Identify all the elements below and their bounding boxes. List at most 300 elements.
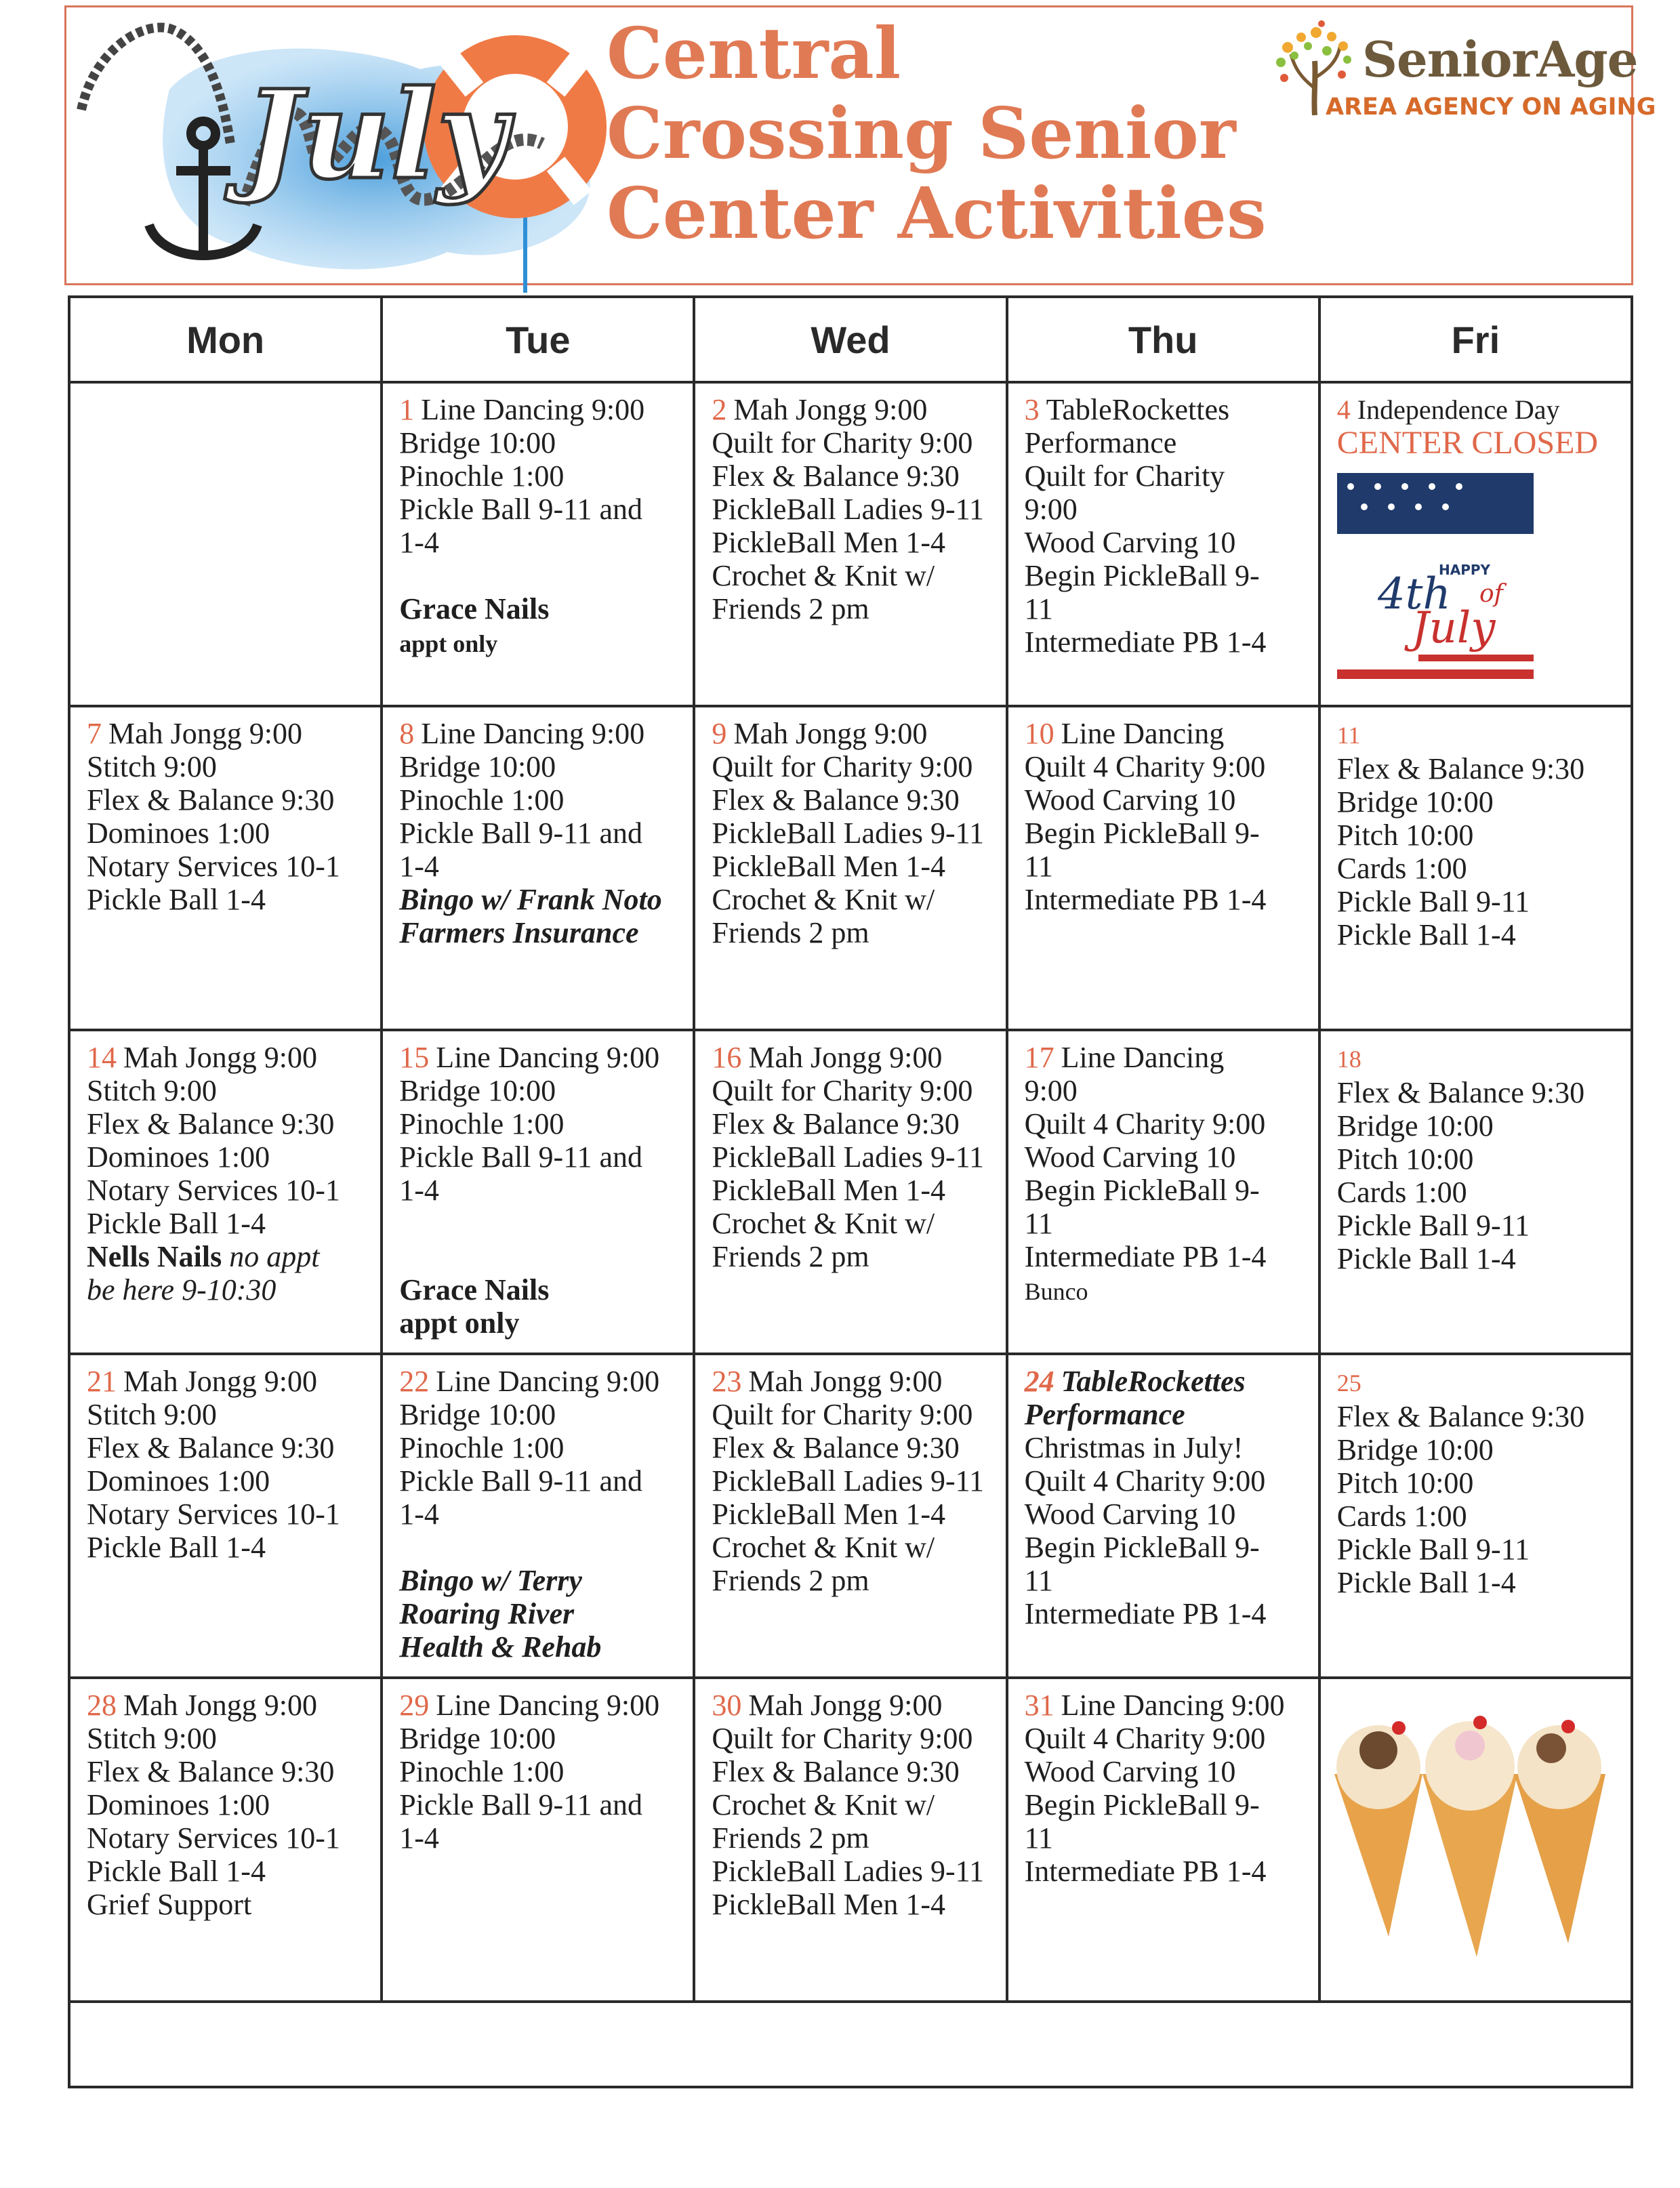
activity-text: Pickle Ball 1-4 (87, 1207, 266, 1240)
day-cell-content (695, 1679, 1005, 2000)
weekday-header: Tue (382, 297, 694, 382)
activity-text: Mah Jongg 9:00 (748, 1365, 943, 1398)
day-cell (382, 1354, 694, 1678)
activity-line (87, 1140, 368, 1174)
activity-line (712, 1755, 993, 1788)
activity-line (399, 526, 680, 559)
activity-text: Mah Jongg 9:00 (748, 1689, 943, 1722)
activity-line (399, 1630, 680, 1664)
activity-line (399, 1365, 680, 1398)
activity-line (87, 717, 368, 750)
activity-line (712, 1365, 993, 1398)
activity-line (712, 1074, 993, 1107)
activity-text: Pinochle 1:00 (399, 783, 565, 817)
activity-text: appt only (399, 1306, 520, 1340)
activity-line (1025, 1140, 1306, 1174)
activity-text: Pitch 10:00 (1336, 1142, 1474, 1176)
activity-line (1337, 1400, 1618, 1433)
day-cell-content (70, 1355, 380, 1676)
activity-text: Quilt 4 Charity 9:00 (1024, 1107, 1266, 1140)
activity-line (399, 883, 680, 916)
day-cell (382, 706, 694, 1030)
activity-text: Bridge 10:00 (399, 750, 556, 783)
activity-line (712, 559, 993, 592)
activity-text: Friends 2 pm (712, 1564, 869, 1597)
activity-line (712, 883, 993, 916)
day-cell (1319, 1678, 1632, 2002)
day-cell (382, 382, 694, 706)
activity-text: Line Dancing 9:00 (436, 1041, 660, 1074)
activity-text: Pinochle 1:00 (399, 459, 565, 493)
activity-text: Dominoes 1:00 (87, 1464, 270, 1498)
activity-text: PickleBall Men 1-4 (712, 1498, 945, 1531)
day-number: 24 (1024, 1365, 1054, 1398)
activity-text: Farmers Insurance (399, 916, 639, 949)
day-cell-content (695, 384, 1005, 705)
activity-line (399, 1722, 680, 1755)
activity-text: PickleBall Ladies 9-11 (712, 817, 984, 850)
activity-line (712, 1855, 993, 1888)
activity-text: Wood Carving 10 (1024, 526, 1236, 559)
activity-text: Pickle Ball 9-11 (1336, 885, 1530, 918)
blank-line (399, 559, 680, 592)
activity-note: no appt (222, 1240, 320, 1273)
activity-line (1025, 1821, 1306, 1855)
weekday-header: Thu (1007, 297, 1319, 382)
activity-line (1337, 785, 1618, 819)
day-cell (382, 1678, 694, 2002)
activity-text: Bridge 10:00 (1336, 785, 1494, 819)
blank-line (399, 1531, 680, 1564)
activity-text: Intermediate PB 1-4 (1024, 1855, 1267, 1888)
activity-line (1025, 717, 1306, 750)
activity-text: Pinochle 1:00 (399, 1755, 565, 1788)
activity-text: Pickle Ball 9-11 and (399, 1464, 643, 1498)
activity-text: 1-4 (399, 1174, 439, 1207)
day-cell-content (1321, 1031, 1631, 1353)
activity-line (1337, 1433, 1618, 1466)
activity-text: Quilt for Charity 9:00 (712, 1398, 973, 1431)
title-line-3: Center Activities (607, 171, 1267, 255)
activity-text: Bingo w/ Frank Noto (399, 883, 662, 916)
activity-text: 1-4 (399, 1821, 439, 1855)
waffle-cone-icon (1514, 1720, 1605, 1943)
activity-text: Quilt for Charity (1024, 459, 1225, 493)
activity-text: Cards 1:00 (1336, 1176, 1467, 1209)
activity-text: Bridge 10:00 (1336, 1109, 1494, 1142)
activity-line (399, 1174, 680, 1207)
activity-text: Intermediate PB 1-4 (1024, 1240, 1267, 1273)
activity-line (712, 1888, 993, 1921)
waffle-cone-icon (1422, 1716, 1517, 1957)
activity-line (399, 1041, 680, 1074)
activity-line (712, 1174, 993, 1207)
activity-line (1025, 493, 1306, 526)
activity-text: Line Dancing 9:00 (436, 1689, 660, 1722)
activity-line (87, 1531, 368, 1564)
activity-line (87, 1240, 368, 1273)
activity-line (87, 1855, 368, 1888)
activity-text: Bridge 10:00 (399, 1074, 556, 1107)
activity-text: Pickle Ball 1-4 (1336, 918, 1516, 951)
activity-line (399, 1788, 680, 1821)
activity-text: 9:00 (1024, 493, 1078, 526)
day-cell (1007, 706, 1319, 1030)
activity-line (1337, 852, 1618, 885)
activity-line (399, 592, 680, 625)
activity-text: Christmas in July! (1024, 1431, 1244, 1464)
activity-text: Pinochle 1:00 (399, 1107, 565, 1140)
activity-text: Roaring River (399, 1597, 575, 1630)
activity-text: Mah Jongg 9:00 (108, 717, 302, 750)
day-cell-content (383, 1355, 693, 1676)
activity-line (1337, 819, 1618, 852)
day-cell-content (383, 707, 693, 1029)
activity-line (1025, 1755, 1306, 1788)
activity-text: Stitch 9:00 (87, 1398, 217, 1431)
activity-text: Flex & Balance 9:30 (712, 783, 960, 817)
activity-text: Bridge 10:00 (399, 426, 556, 459)
activity-text: Pickle Ball 9-11 and (399, 1788, 643, 1821)
day-cell (1007, 1030, 1319, 1354)
activity-text: Flex & Balance 9:30 (712, 1755, 960, 1788)
day-number: 10 (1024, 717, 1054, 750)
flag-happy-text: HAPPY (1438, 562, 1490, 578)
activity-text: Line Dancing 9:00 (421, 717, 645, 750)
activity-line (712, 1821, 993, 1855)
activity-text: Pickle Ball 9-11 (1336, 1209, 1530, 1242)
activity-text: Pickle Ball 1-4 (87, 883, 266, 916)
activity-text: 11 (1024, 592, 1053, 625)
day-cell-content (695, 707, 1005, 1029)
blank-line (399, 1207, 680, 1240)
activity-text: Pickle Ball 9-11 and (399, 493, 643, 526)
activity-line (1337, 1242, 1618, 1275)
activity-text: PickleBall Ladies 9-11 (712, 493, 984, 526)
activity-text: Quilt for Charity 9:00 (712, 426, 973, 459)
ice-cream-cones-image (1328, 1713, 1612, 1970)
activity-line (1025, 1365, 1306, 1398)
activity-line (87, 1722, 368, 1755)
activity-text: PickleBall Men 1-4 (712, 850, 945, 883)
activity-line (712, 850, 993, 883)
activity-text: Begin PickleBall 9- (1024, 1788, 1260, 1821)
activity-line (87, 1498, 368, 1531)
day-cell-content (1008, 1355, 1318, 1676)
activity-text: Line Dancing (1061, 717, 1225, 750)
activity-text: Mah Jongg 9:00 (123, 1689, 317, 1722)
activity-text: Pitch 10:00 (1336, 819, 1474, 852)
day-number: 31 (1024, 1689, 1054, 1722)
activity-line (399, 493, 680, 526)
activity-line (712, 1041, 993, 1074)
activity-line (712, 1107, 993, 1140)
activity-line (712, 717, 993, 750)
activity-text: Flex & Balance 9:30 (1336, 1400, 1585, 1433)
activity-text: Crochet & Knit w/ (712, 559, 935, 592)
empty-footer-row (69, 2002, 1632, 2087)
weekday-header: Fri (1319, 297, 1632, 382)
activity-text: Flex & Balance 9:30 (1336, 1076, 1585, 1109)
activity-line (1025, 1431, 1306, 1464)
logo-name: SeniorAge (1362, 30, 1638, 88)
empty-footer-cell (69, 2002, 1632, 2087)
activity-line (399, 916, 680, 949)
activity-text: Health & Rehab (399, 1630, 602, 1664)
activity-line (1337, 885, 1618, 918)
day-cell-content (70, 1679, 380, 2000)
activity-line (1025, 883, 1306, 916)
activity-text: Quilt 4 Charity 9:00 (1024, 1464, 1266, 1498)
activity-line (87, 1365, 368, 1398)
activity-line (399, 1273, 680, 1306)
day-cell (69, 1030, 382, 1354)
activity-line (712, 426, 993, 459)
activity-line (87, 750, 368, 783)
day-number: 1 (399, 393, 415, 426)
activity-text: Mah Jongg 9:00 (733, 393, 928, 426)
activity-text: 9:00 (1024, 1074, 1078, 1107)
activity-text: Stitch 9:00 (87, 1074, 217, 1107)
day-cell-content (1008, 384, 1318, 705)
day-number: 3 (1024, 393, 1040, 426)
day-number: 25 (1336, 1369, 1361, 1397)
activity-line (1337, 1109, 1618, 1142)
activity-line (399, 1564, 680, 1597)
activity-text: appt only (399, 630, 498, 657)
activity-text: TableRockettes (1061, 1365, 1246, 1398)
activity-line (87, 850, 368, 883)
activity-text: 11 (1024, 1821, 1053, 1855)
activity-text: TableRockettes (1046, 393, 1230, 426)
day-cell (694, 1030, 1006, 1354)
activity-text: 11 (1024, 1564, 1053, 1597)
day-cell-content (383, 1031, 693, 1353)
activity-text: Quilt for Charity 9:00 (712, 1074, 973, 1107)
activity-text: PickleBall Ladies 9-11 (712, 1855, 984, 1888)
day-cell (1319, 382, 1632, 706)
day-cell-content (1008, 1679, 1318, 2000)
activity-text: Mah Jongg 9:00 (748, 1041, 943, 1074)
activity-line (1025, 393, 1306, 426)
activity-text: Wood Carving 10 (1024, 1755, 1236, 1788)
activity-line (87, 1888, 368, 1921)
seniorage-logo (1267, 14, 1656, 129)
waffle-cone-icon (1334, 1721, 1422, 1937)
day-cell (382, 1030, 694, 1354)
activity-line (1025, 526, 1306, 559)
holiday-line (1337, 393, 1618, 426)
activity-line (712, 526, 993, 559)
activity-text: Flex & Balance 9:30 (87, 783, 335, 817)
activity-line (399, 1398, 680, 1431)
activity-line (712, 1431, 993, 1464)
activity-text: Notary Services 10-1 (87, 1821, 340, 1855)
day-number: 23 (712, 1365, 742, 1398)
activity-line (1025, 1498, 1306, 1531)
activity-text: Line Dancing (1061, 1041, 1225, 1074)
activity-line (1025, 1564, 1306, 1597)
activity-text: Begin PickleBall 9- (1024, 559, 1260, 592)
activity-text: Intermediate PB 1-4 (1024, 1597, 1267, 1630)
activity-line (399, 1755, 680, 1788)
activity-line (399, 1689, 680, 1722)
center-closed-notice: CENTER CLOSED (1336, 425, 1599, 461)
activity-text: Pitch 10:00 (1336, 1466, 1474, 1500)
day-cell-content (695, 1355, 1005, 1676)
activity-text: Performance (1024, 1398, 1185, 1431)
activity-line (712, 393, 993, 426)
day-cell-content (70, 707, 380, 1029)
activity-line (399, 1140, 680, 1174)
activity-text: Line Dancing 9:00 (1061, 1689, 1285, 1722)
activity-text: Flex & Balance 9:30 (1336, 752, 1585, 785)
activity-text: Pickle Ball 1-4 (87, 1531, 266, 1564)
activity-text: Pinochle 1:00 (399, 1431, 565, 1464)
activity-line (1337, 1500, 1618, 1533)
activity-text: Quilt 4 Charity 9:00 (1024, 750, 1266, 783)
activity-line (1025, 1107, 1306, 1140)
activity-line (712, 783, 993, 817)
flag-4th-text: 4th (1377, 569, 1451, 619)
activity-text: Cards 1:00 (1336, 852, 1467, 885)
day-number: 15 (399, 1041, 430, 1074)
activity-line (87, 1273, 368, 1306)
activity-line (1025, 1273, 1306, 1308)
weekday-header: Mon (69, 297, 382, 382)
day-number: 9 (712, 717, 727, 750)
activity-line (712, 916, 993, 949)
weekday-header-row (69, 297, 1632, 382)
week-row (69, 706, 1632, 1030)
activity-line (712, 1398, 993, 1431)
day-cell (694, 1678, 1006, 2002)
activity-text: Friends 2 pm (712, 1240, 869, 1273)
day-cell-content (1321, 1355, 1631, 1676)
logo-subtitle: AREA AGENCY ON AGING (1326, 94, 1656, 121)
activity-text: Dominoes 1:00 (87, 817, 270, 850)
activity-line (1025, 817, 1306, 850)
day-number: 8 (399, 717, 415, 750)
day-number: 30 (712, 1689, 742, 1722)
happy-4th-of-july-image (1337, 473, 1534, 690)
activity-line (399, 1498, 680, 1531)
week-row (69, 1030, 1632, 1354)
activity-text: Pickle Ball 1-4 (1336, 1242, 1516, 1275)
july-nautical-art (68, 8, 623, 293)
activity-line (87, 1041, 368, 1074)
day-number-line (1337, 1365, 1618, 1400)
activity-text: Intermediate PB 1-4 (1024, 625, 1267, 659)
activity-line (399, 426, 680, 459)
activity-line (87, 1107, 368, 1140)
flag-of-text: of (1479, 580, 1503, 608)
activity-line (399, 750, 680, 783)
activity-line (1025, 750, 1306, 783)
activity-line (1025, 625, 1306, 659)
activity-line (399, 1821, 680, 1855)
activity-line (1337, 1566, 1618, 1599)
activity-line (712, 750, 993, 783)
activity-line (1025, 426, 1306, 459)
activity-text: Bridge 10:00 (399, 1722, 556, 1755)
activity-text: Stitch 9:00 (87, 1722, 217, 1755)
activity-text: be here 9-10:30 (87, 1273, 276, 1306)
activity-line (712, 1531, 993, 1564)
activity-line (1025, 1464, 1306, 1498)
activity-text: Pickle Ball 9-11 and (399, 1140, 643, 1174)
activity-line (1337, 752, 1618, 785)
activity-line (87, 1821, 368, 1855)
activity-line (399, 1431, 680, 1464)
activity-text: Crochet & Knit w/ (712, 1207, 935, 1240)
activity-text: 11 (1024, 1207, 1053, 1240)
activity-line (1025, 850, 1306, 883)
activity-line (87, 1755, 368, 1788)
activity-text: Mah Jongg 9:00 (733, 717, 928, 750)
activity-line (1337, 1533, 1618, 1566)
holiday-name: Independence Day (1357, 394, 1560, 425)
day-number: 2 (712, 393, 727, 426)
activity-text: Nells Nails (87, 1240, 222, 1273)
july-art-text: July (244, 64, 508, 207)
day-cell-content (383, 384, 693, 705)
activity-text: Begin PickleBall 9- (1024, 1531, 1260, 1564)
activity-line (399, 1074, 680, 1107)
day-number: 29 (399, 1689, 430, 1722)
title-line-2: Crossing Senior (607, 91, 1236, 175)
day-cell-content (695, 1031, 1005, 1353)
activity-text: Dominoes 1:00 (87, 1788, 270, 1821)
activity-text: Grief Support (87, 1888, 252, 1921)
day-cell (1319, 706, 1632, 1030)
activity-line (1025, 1240, 1306, 1273)
week-row (69, 1678, 1632, 2002)
activity-text: Mah Jongg 9:00 (123, 1041, 317, 1074)
activity-line (712, 817, 993, 850)
activity-line (399, 1107, 680, 1140)
empty-footer-content (70, 2003, 1631, 2086)
day-number: 7 (87, 717, 102, 750)
activity-line (1337, 1209, 1618, 1242)
activity-text: Notary Services 10-1 (87, 850, 340, 883)
day-cell (694, 382, 1006, 706)
activity-text: Wood Carving 10 (1024, 1498, 1236, 1531)
activity-line (1337, 1176, 1618, 1209)
day-cell-content (70, 384, 380, 705)
activity-line (712, 1240, 993, 1273)
day-cell (69, 1678, 382, 2002)
day-number: 14 (87, 1041, 117, 1074)
page-title (607, 14, 1284, 253)
activity-text: Grace Nails (399, 1273, 550, 1306)
activity-line (87, 1464, 368, 1498)
activity-text: Bingo w/ Terry (399, 1564, 582, 1597)
activity-text: Flex & Balance 9:30 (712, 1431, 960, 1464)
activity-text: 1-4 (399, 1498, 439, 1531)
activity-line (399, 717, 680, 750)
day-cell (1319, 1354, 1632, 1678)
day-number: 11 (1336, 722, 1361, 749)
activity-text: Line Dancing 9:00 (436, 1365, 660, 1398)
activity-line (712, 1207, 993, 1240)
activity-text: Grace Nails (399, 592, 550, 625)
day-cell (694, 706, 1006, 1030)
activity-text: Pickle Ball 9-11 (1336, 1533, 1530, 1566)
activity-text: Notary Services 10-1 (87, 1498, 340, 1531)
day-cell (1007, 382, 1319, 706)
activity-text: Quilt for Charity 9:00 (712, 1722, 973, 1755)
